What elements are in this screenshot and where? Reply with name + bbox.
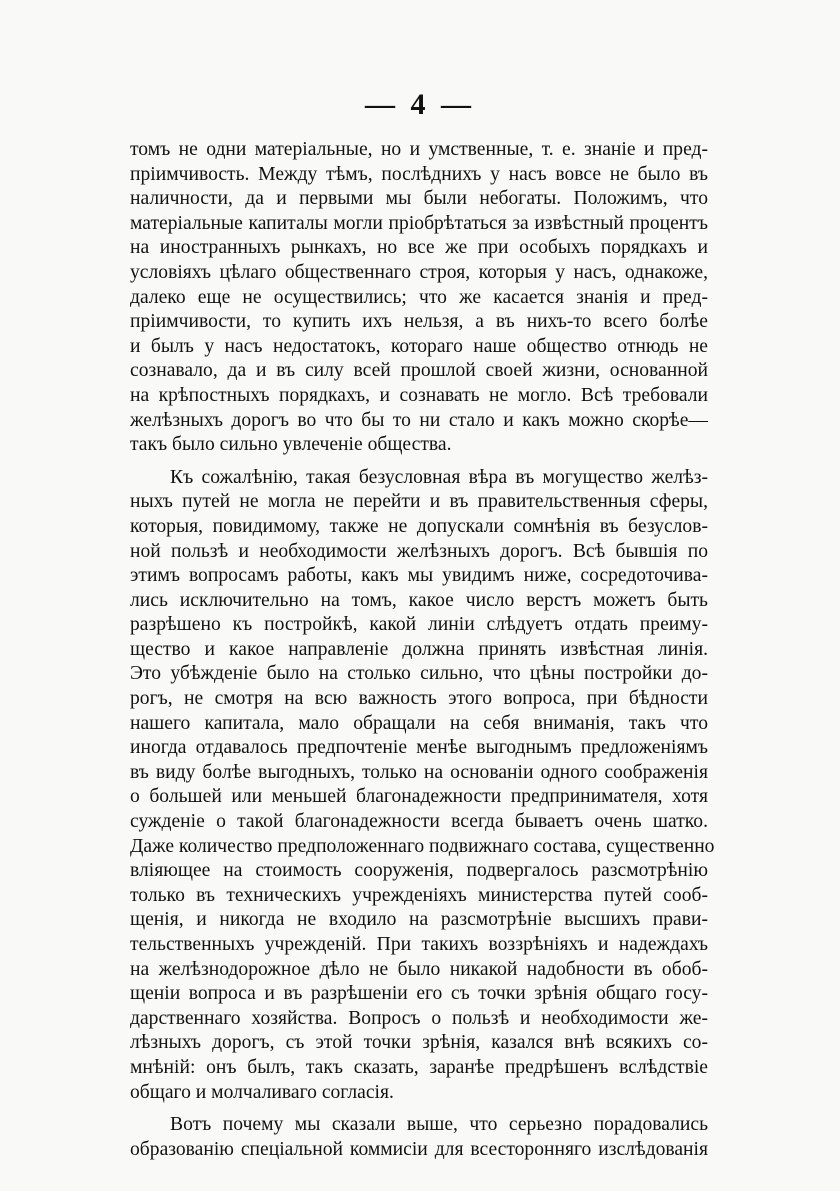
paragraph-3 <box>130 1113 708 1162</box>
text-line: желѣзныхъ дорогъ во что бы то ни стало и какъ можно скорѣе— <box>130 409 708 431</box>
text-line: ныхъ путей не могла не перейти и въ правительственныя сферы, <box>130 491 708 513</box>
text-line: на желѣзнодорожное дѣло не было никакой надобности въ обоб- <box>130 958 708 980</box>
text-line: лись исключительно на томъ, какое число верстъ можетъ быть <box>130 589 708 611</box>
paragraph-2 <box>130 466 715 1105</box>
text-line: щенія, и никогда не входило на разсмотрѣніе высшихъ прави- <box>130 909 708 931</box>
paragraph-gap <box>130 458 708 466</box>
text-line: сознавало, да и въ силу всей прошлой своей жизни, основанной <box>130 360 708 382</box>
text-line: о большей или меньшей благонадежности предпринимателя, хотя <box>130 786 708 808</box>
text-line: вліяющее на стоимость сооруженія, подвергалось разсмотрѣнію <box>130 860 708 882</box>
text-line: на иностранныхъ рынкахъ, но все же при особыхъ порядкахъ и <box>130 237 708 259</box>
text-line: ной пользѣ и необходимости желѣзныхъ дорогъ. Всѣ бывшія по <box>130 540 708 562</box>
text-line: и былъ у насъ недостатокъ, котораго наше общество отнюдь не <box>130 335 708 357</box>
text-line: матеріальные капиталы могли пріобрѣтаться за извѣстный процентъ <box>130 212 708 234</box>
text-line: томъ не одни матеріальные, но и умственные, т. е. знаніе и пред- <box>130 139 708 160</box>
text-line: образованію спеціальной коммисіи для всесторонняго изслѣдованія <box>130 1138 708 1160</box>
text-line: Даже количество предположеннаго подвижнаго состава, существенно <box>130 835 715 857</box>
text-line: только въ техническихъ учрежденіяхъ министерства путей сооб- <box>130 884 708 906</box>
text-line: Это убѣжденіе было на столько сильно, что цѣны постройки до- <box>130 663 708 685</box>
text-line: лѣзныхъ дорогъ, съ этой точки зрѣнія, казался внѣ всякихъ со- <box>130 1032 708 1054</box>
text-line: разрѣшено къ постройкѣ, какой линіи слѣдуетъ отдать преиму- <box>130 614 708 636</box>
text-line: щеніи вопроса и въ разрѣшеніи его съ точки зрѣнія общаго госу- <box>130 983 708 1005</box>
text-line: иногда отдавалось предпочтеніе менѣе выгоднымъ предложеніямъ <box>130 737 708 759</box>
body-text <box>130 138 715 1162</box>
text-line: общаго и молчаливаго согласія. <box>130 1081 394 1103</box>
text-line: которыя, повидимому, также не допускали сомнѣнія въ безуслов- <box>130 515 708 537</box>
text-line: тельственныхъ учрежденій. При такихъ воззрѣніяхъ и надеждахъ <box>130 934 708 955</box>
text-line: такъ было сильно увлеченіе общества. <box>130 434 452 456</box>
text-line: рогъ, не смотря на всю важность этого вопроса, при бѣдности <box>130 688 708 710</box>
text-line: далеко еще не осуществились; что же касается знанія и пред- <box>130 286 708 308</box>
paragraph-gap <box>130 1105 708 1113</box>
text-line: Къ сожалѣнію, такая безусловная вѣра въ могущество желѣз- <box>170 466 708 488</box>
text-line: пріимчивость. Между тѣмъ, послѣднихъ у насъ вовсе не было въ <box>130 163 708 185</box>
text-line: этимъ вопросамъ работы, какъ мы увидимъ ниже, сосредоточива- <box>130 565 708 587</box>
text-line: пріимчивости, то купить ихъ нельзя, а въ нихъ-то всего болѣе <box>130 311 708 333</box>
text-line: наличности, да и первыми мы были небогаты. Положимъ, что <box>130 188 708 210</box>
page-number: — 4 — <box>365 88 475 121</box>
text-line: Вотъ почему мы сказали выше, что серьезно порадовались <box>170 1114 708 1136</box>
paragraph-1 <box>130 138 708 458</box>
text-line: условіяхъ цѣлаго общественнаго строя, которыя у насъ, однакоже, <box>130 261 708 283</box>
text-line: дарственнаго хозяйства. Вопросъ о пользѣ и необходимости же- <box>130 1007 708 1029</box>
text-line: мнѣній: онъ былъ, такъ сказать, заранѣе предрѣшенъ вслѣдствіе <box>130 1056 708 1078</box>
text-line: щество и какое направленіе должна принять извѣстная линія. <box>130 638 708 660</box>
text-line: на крѣпостныхъ порядкахъ, и сознавать не могло. Всѣ требовали <box>130 384 708 406</box>
text-line: нашего капитала, мало обращали на себя вниманія, такъ что <box>130 712 708 734</box>
text-line: сужденіе о такой благонадежности всегда бываетъ очень шатко. <box>130 811 708 833</box>
text-line: въ виду болѣе выгодныхъ, только на основаніи одного соображенія <box>130 761 708 783</box>
